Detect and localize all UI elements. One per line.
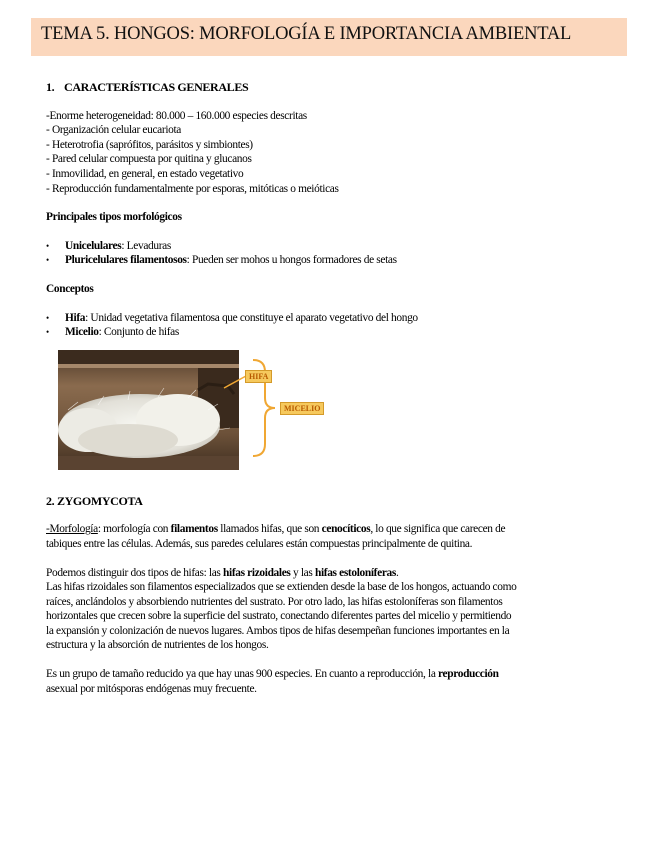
paragraph-reproduccion [46,667,612,696]
concept-term: Hifa [65,311,86,324]
section-heading-zygomycota: 2. ZYGOMYCOTA [46,493,143,508]
pointer-line-icon [46,344,286,474]
list-item [46,325,612,340]
paragraph-line: estructura y la absorción de nutrientes de los hongos. [46,639,269,652]
paragraph-line: Las hifas rizoidales son filamentos especializados que se extienden desde la base de los hongos, actuando como [46,581,517,594]
text-run: Es un grupo de tamaño reducido ya que hay unas 900 especies. En cuanto a reproducción, la [46,668,439,681]
list-item [46,253,612,268]
characteristic-line: -Enorme heterogeneidad: 80.000 – 160.000 especies descritas [46,109,307,122]
text-run: . [395,566,399,579]
characteristic-line: - Pared celular compuesta por quitina y glucanos [46,153,252,166]
bold-run: reproducción [438,668,499,681]
text-run: Podemos distinguir dos tipos de hifas: las [46,566,224,579]
list-item [46,311,612,326]
paragraph-line [46,566,612,581]
concepts-heading: Conceptos [46,282,94,295]
page-title: TEMA 5. HONGOS: MORFOLOGÍA E IMPORTANCIA AMBIENTAL [31,18,627,56]
text-run: : morfología con [97,523,171,536]
concept-desc: : Unidad vegetativa filamentosa que constituye el aparato vegetativo del hongo [85,311,418,324]
concept-term: Micelio [65,326,99,339]
text-run: , lo que significa que carecen de [370,523,506,536]
section-heading-text: CARACTERÍSTICAS GENERALES [64,80,249,94]
morfologia-label: -Morfología [46,523,98,536]
bold-run: hifas rizoidales [223,566,291,579]
section-heading-caracteristicas [46,80,612,95]
paragraph-line: asexual por mitósporas endógenas muy frecuente. [46,682,257,695]
type-desc: : Pueden ser mohos u hongos formadores de setas [186,254,397,267]
morphological-types-list [46,239,612,268]
section-number: 1. [46,80,55,94]
mycelium-figure [46,344,612,474]
paragraph-line [46,667,612,682]
characteristic-line: - Organización celular eucariota [46,124,182,137]
characteristics-list [46,109,612,197]
paragraph-line [46,522,612,537]
concept-desc: : Conjunto de hifas [98,326,179,339]
paragraph-line: raíces, anclándolos y absorbiendo nutrientes del sustrato. Por otro lado, las hifas estoloníferas son filamentos [46,595,503,608]
morphological-types-heading: Principales tipos morfológicos [46,211,182,224]
type-term: Unicelulares [65,239,122,252]
paragraph-line: horizontales que crecen sobre la superficie del sustrato, conectando diferentes partes del micelio y permitiendo [46,610,512,623]
concepts-list [46,311,612,340]
spacer [46,552,612,566]
bold-run: cenocíticos [321,523,371,536]
type-term: Pluricelulares filamentosos [65,254,187,267]
list-item [46,239,612,254]
bold-run: hifas estoloníferas [314,566,396,579]
paragraph-line: tabiques entre las células. Además, sus paredes celulares están compuestas principalmente de quitina. [46,537,473,550]
paragraph-line: la expansión y colonización de nuevos lugares. Ambos tipos de hifas desempeñan funciones importantes en la [46,624,510,637]
type-desc: : Levaduras [121,239,171,252]
text-run: y las [290,566,315,579]
characteristic-line: - Heterotrofia (saprófitos, parásitos y simbiontes) [46,138,253,151]
spacer [46,653,612,667]
document-content [46,80,612,696]
paragraph-morfologia [46,522,612,551]
bold-run: filamentos [170,523,218,536]
characteristic-line: - Reproducción fundamentalmente por esporas, mitóticas o meióticas [46,182,339,195]
text-run: llamados hifas, que son [217,523,322,536]
characteristic-line: - Inmovilidad, en general, en estado vegetativo [46,167,244,180]
micelio-label: MICELIO [280,402,324,415]
paragraph-tipos-hifas [46,566,612,654]
hifa-label: HIFA [245,370,272,383]
